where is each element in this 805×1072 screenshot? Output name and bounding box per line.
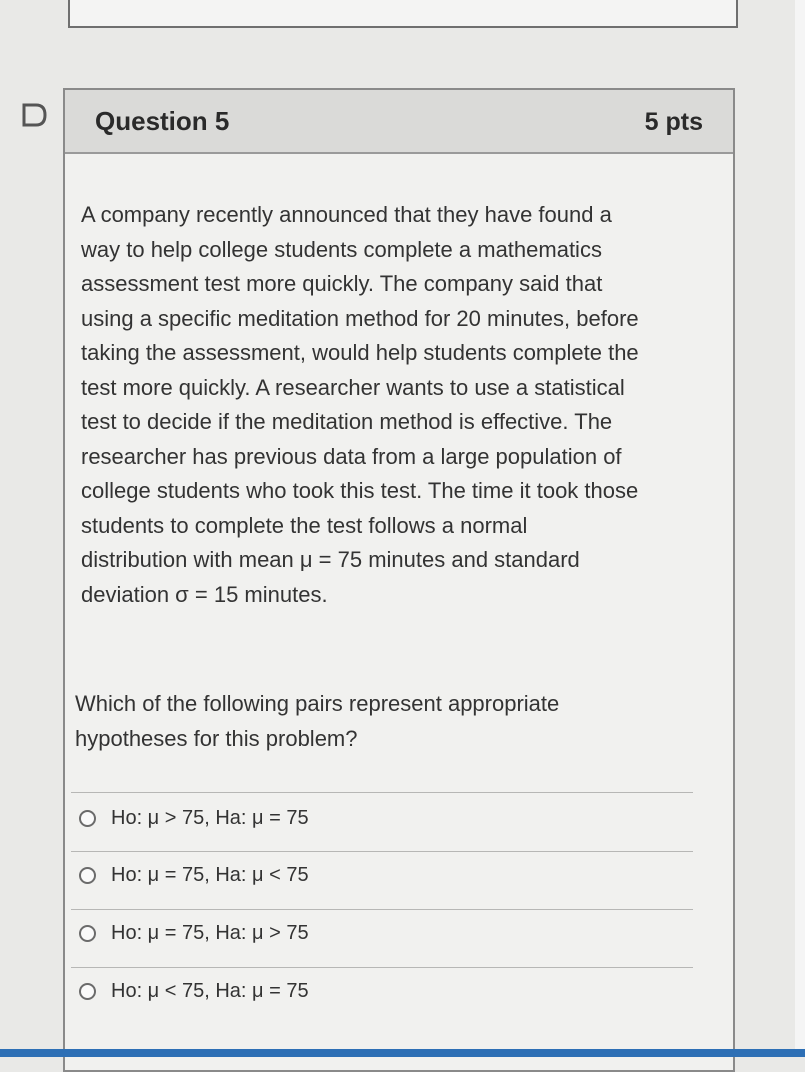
question-title: Question 5 — [95, 106, 230, 136]
answer-option-3[interactable] — [79, 918, 309, 948]
question-header — [65, 90, 733, 154]
answer-divider — [71, 792, 693, 793]
answer-label: Ho: μ > 75, Ha: μ = 75 — [111, 806, 309, 829]
question-text-line: test to decide if the meditation method is effective. The — [81, 409, 613, 434]
previous-question-box — [68, 0, 738, 28]
question-text-line: taking the assessment, would help students complete the — [81, 340, 639, 365]
answer-option-2[interactable] — [79, 860, 309, 890]
answer-option-4[interactable] — [79, 976, 309, 1006]
question-text-line: deviation σ = 15 minutes. — [81, 581, 328, 607]
question-card — [63, 88, 735, 1072]
question-text-line: college students who took this test. The time it took those — [81, 478, 639, 503]
question-text-line: using a specific meditation method for 20 minutes, before — [81, 305, 639, 331]
flag-icon[interactable] — [20, 101, 50, 129]
question-text-line: A company recently announced that they have found a — [81, 202, 612, 227]
radio-button[interactable] — [79, 867, 96, 884]
question-text-line: distribution with mean μ = 75 minutes and standard — [81, 547, 580, 572]
answer-divider — [71, 851, 693, 852]
answer-option-1[interactable] — [79, 803, 309, 833]
answer-label: Ho: μ < 75, Ha: μ = 75 — [111, 979, 309, 1002]
bottom-bar — [0, 1049, 805, 1057]
answer-label: Ho: μ = 75, Ha: μ < 75 — [111, 863, 309, 886]
answer-label: Ho: μ = 75, Ha: μ > 75 — [111, 921, 309, 944]
question-text-line: researcher has previous data from a large population of — [81, 443, 622, 469]
question-text-line: assessment test more quickly. The company said that — [81, 271, 603, 296]
question-text-line: students to complete the test follows a normal — [81, 512, 528, 538]
prompt-line: hypotheses for this problem? — [75, 726, 358, 751]
question-prompt — [75, 686, 685, 756]
window-edge — [795, 0, 805, 1057]
radio-button[interactable] — [79, 810, 96, 827]
question-text-line: way to help college students complete a mathematics — [81, 236, 602, 262]
radio-button[interactable] — [79, 983, 96, 1000]
question-text-line: test more quickly. A researcher wants to use a statistical — [81, 374, 625, 400]
question-points: 5 pts — [644, 108, 703, 136]
question-text — [81, 198, 691, 612]
answer-divider — [71, 967, 693, 968]
answer-divider — [71, 909, 693, 910]
prompt-line: Which of the following pairs represent appropriate — [75, 691, 560, 716]
radio-button[interactable] — [79, 925, 96, 942]
